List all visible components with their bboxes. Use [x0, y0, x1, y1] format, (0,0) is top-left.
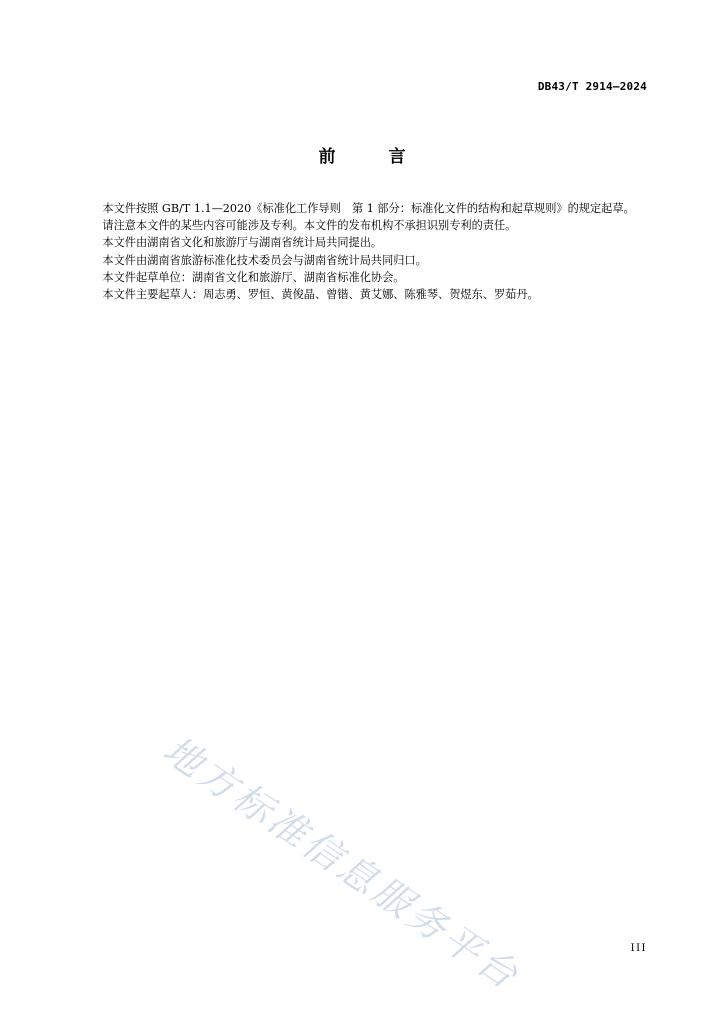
paragraph-patent-notice: 请注意本文件的某些内容可能涉及专利。本文件的发布机构不承担识别专利的责任。 — [102, 219, 517, 233]
paragraph-proposer: 本文件由湖南省文化和旅游厅与湖南省统计局共同提出。 — [102, 236, 383, 250]
standard-code: DB43/T 2914—2024 — [537, 80, 647, 93]
paragraph-drafting-units: 本文件起草单位：湖南省文化和旅游厅、湖南省标准化协会。 — [102, 270, 405, 284]
paragraph-drafters: 本文件主要起草人：周志勇、罗恒、黄俊晶、曾锴、黄艾娜、陈雅琴、贺煜东、罗茹丹。 — [102, 288, 539, 302]
page-number: III — [630, 943, 647, 954]
paragraph-administrator: 本文件由湖南省旅游标准化技术委员会与湖南省统计局共同归口。 — [102, 253, 427, 267]
foreword-body — [80, 200, 648, 303]
page-title: 前 言 — [318, 147, 424, 167]
watermark-text: 地方标准信息服务平台 — [155, 727, 529, 999]
paragraph-drafting-rules: 本文件按照 GB/T 1.1—2020《标准化工作导则 第 1 部分：标准化文件的结构和起草规则》的规定起草。 — [102, 202, 635, 215]
